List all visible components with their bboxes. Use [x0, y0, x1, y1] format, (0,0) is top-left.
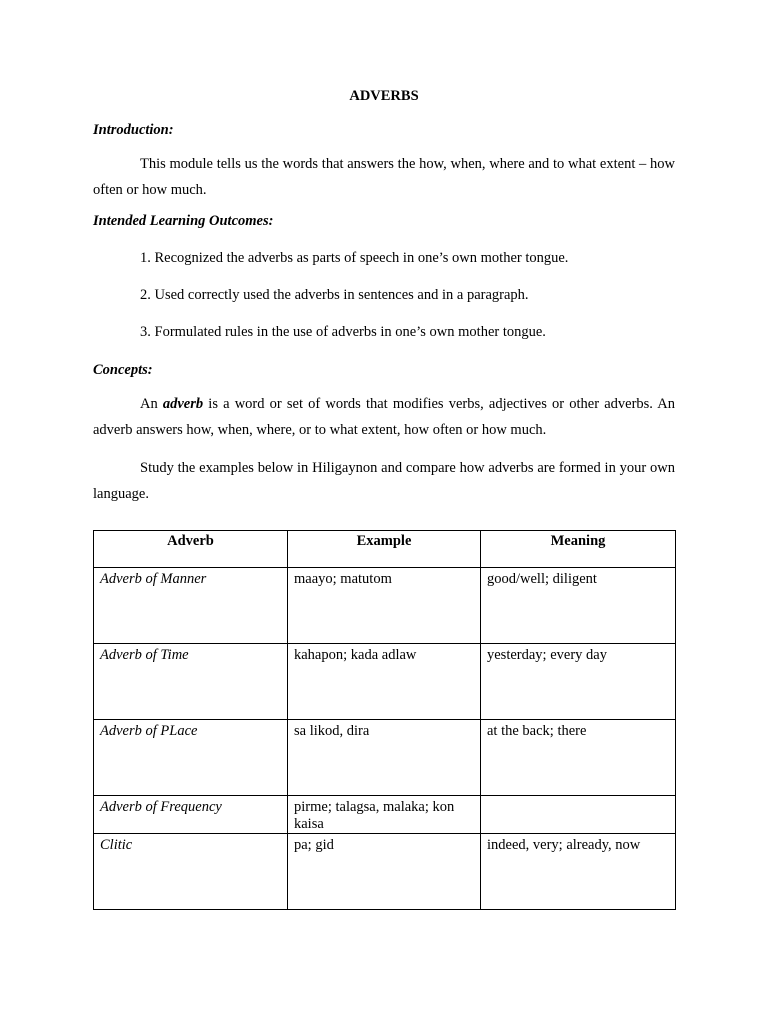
table-row	[94, 568, 676, 644]
table-row	[94, 834, 676, 910]
page-title: ADVERBS	[349, 88, 419, 104]
document-page	[93, 86, 675, 853]
adverb-cell: Adverb of Manner	[94, 568, 288, 644]
meaning-cell	[481, 796, 676, 834]
adverb-cell: Clitic	[94, 834, 288, 910]
table-row	[94, 796, 676, 834]
adverb-cell: Adverb of Time	[94, 644, 288, 720]
definition-rest: is a word or set of words that modifies verbs, adjectives or other adverbs. An adverb answers how, when, where, or to what extent, how often or how much.	[93, 396, 675, 438]
adverb-cell: Adverb of Frequency	[94, 796, 288, 834]
outcome-item-1: 1. Recognized the adverbs as parts of speech in one’s own mother tongue.	[140, 250, 569, 266]
definition-lead: An	[140, 396, 163, 412]
example-cell: pirme; talagsa, malaka; kon kaisa	[288, 796, 481, 834]
concepts-definition	[93, 391, 675, 443]
concepts-instruction: Study the examples below in Hiligaynon and compare how adverbs are formed in your own language.	[93, 460, 675, 502]
header-example: Example	[288, 531, 481, 568]
header-meaning: Meaning	[481, 531, 676, 568]
example-cell: maayo; matutom	[288, 568, 481, 644]
adverb-keyword: adverb	[162, 396, 204, 412]
adverb-table	[93, 530, 676, 910]
table-row	[94, 644, 676, 720]
outcomes-heading: Intended Learning Outcomes:	[93, 213, 274, 229]
meaning-cell: good/well; diligent	[481, 568, 676, 644]
table-header-row	[94, 531, 676, 568]
meaning-cell: at the back; there	[481, 720, 676, 796]
adverb-cell: Adverb of PLace	[94, 720, 288, 796]
outcome-item-3: 3. Formulated rules in the use of adverbs in one’s own mother tongue.	[140, 324, 546, 340]
meaning-cell: indeed, very; already, now	[481, 834, 676, 910]
introduction-text: This module tells us the words that answers the how, when, where and to what extent – how often or how much.	[93, 156, 675, 198]
introduction-heading: Introduction:	[93, 122, 174, 138]
header-adverb: Adverb	[94, 531, 288, 568]
table-row	[94, 720, 676, 796]
example-cell: kahapon; kada adlaw	[288, 644, 481, 720]
outcome-item-2: 2. Used correctly used the adverbs in sentences and in a paragraph.	[140, 287, 529, 303]
example-cell: pa; gid	[288, 834, 481, 910]
concepts-heading: Concepts:	[93, 362, 153, 378]
meaning-cell: yesterday; every day	[481, 644, 676, 720]
example-cell: sa likod, dira	[288, 720, 481, 796]
